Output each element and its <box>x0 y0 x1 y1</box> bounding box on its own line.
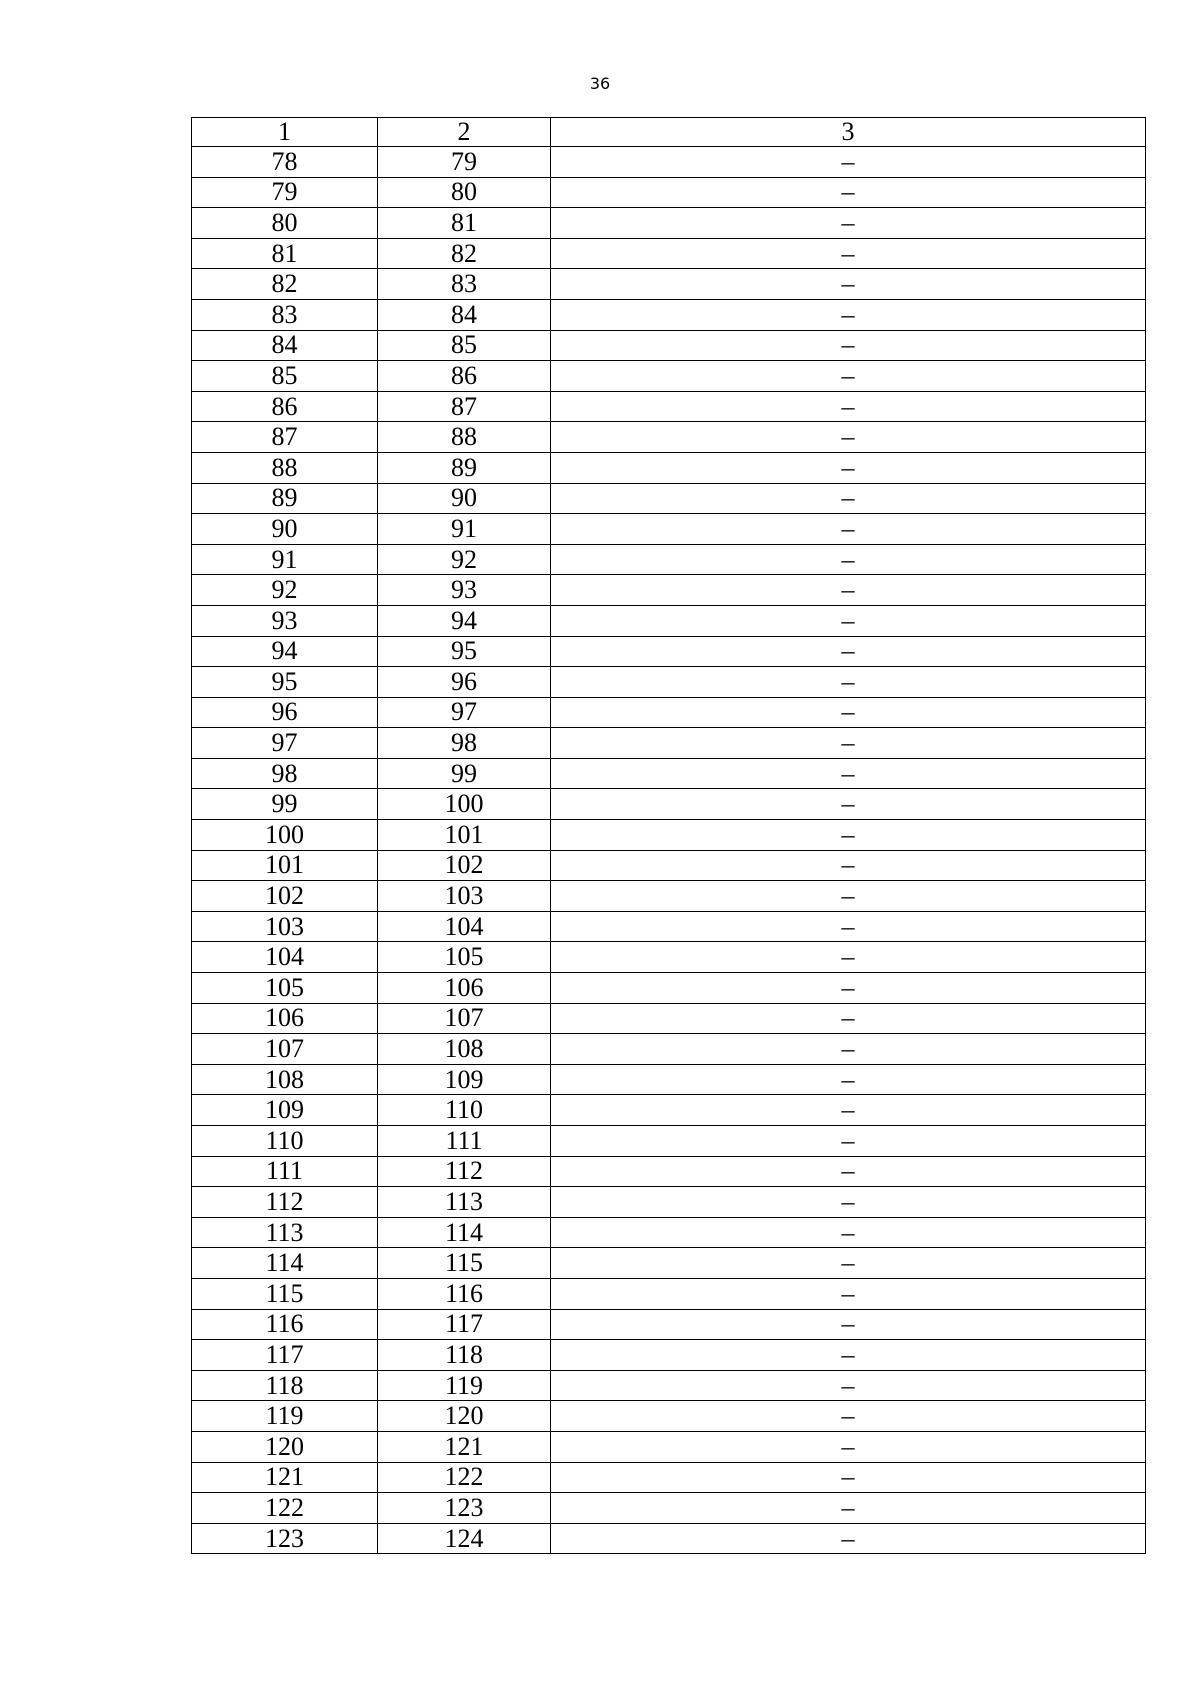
column-header-3: 3 <box>551 118 1146 147</box>
table-row <box>192 361 1146 392</box>
table-cell-col1: 114 <box>192 1248 378 1279</box>
table-row <box>192 147 1146 178</box>
table-row <box>192 1493 1146 1524</box>
table-cell-col3: – <box>551 1156 1146 1187</box>
table-cell-col2: 90 <box>378 483 551 514</box>
table-cell-col3: – <box>551 1126 1146 1157</box>
table-cell-col2: 105 <box>378 942 551 973</box>
table-row <box>192 1370 1146 1401</box>
table-cell-col2: 86 <box>378 361 551 392</box>
table-cell-col3: – <box>551 1217 1146 1248</box>
table-cell-col1: 103 <box>192 911 378 942</box>
table-cell-col2: 119 <box>378 1370 551 1401</box>
table-row <box>192 452 1146 483</box>
table-cell-col1: 80 <box>192 208 378 239</box>
table-cell-col1: 109 <box>192 1095 378 1126</box>
table-cell-col3: – <box>551 1003 1146 1034</box>
table-cell-col1: 95 <box>192 667 378 698</box>
table-cell-col3: – <box>551 667 1146 698</box>
table-cell-col1: 83 <box>192 299 378 330</box>
table-cell-col2: 84 <box>378 299 551 330</box>
table-cell-col2: 83 <box>378 269 551 300</box>
table-cell-col3: – <box>551 1493 1146 1524</box>
table-row <box>192 1309 1146 1340</box>
table-row <box>192 942 1146 973</box>
table-cell-col1: 110 <box>192 1126 378 1157</box>
table-cell-col1: 85 <box>192 361 378 392</box>
table-cell-col2: 85 <box>378 330 551 361</box>
table-cell-col3: – <box>551 1095 1146 1126</box>
table-row <box>192 1431 1146 1462</box>
table-cell-col2: 102 <box>378 850 551 881</box>
table-cell-col1: 81 <box>192 238 378 269</box>
table-cell-col3: – <box>551 452 1146 483</box>
table-row <box>192 758 1146 789</box>
table-cell-col3: – <box>551 1278 1146 1309</box>
table-cell-col2: 80 <box>378 177 551 208</box>
table-cell-col1: 78 <box>192 147 378 178</box>
table-row <box>192 299 1146 330</box>
table-cell-col2: 116 <box>378 1278 551 1309</box>
table-header-row <box>192 118 1146 147</box>
table-row <box>192 1095 1146 1126</box>
table-cell-col1: 123 <box>192 1523 378 1554</box>
table-row <box>192 636 1146 667</box>
table-cell-col2: 104 <box>378 911 551 942</box>
table-row <box>192 483 1146 514</box>
table-cell-col3: – <box>551 728 1146 759</box>
table-cell-col3: – <box>551 544 1146 575</box>
table-cell-col2: 91 <box>378 514 551 545</box>
table-cell-col3: – <box>551 147 1146 178</box>
column-header-1: 1 <box>192 118 378 147</box>
table-row <box>192 422 1146 453</box>
table-cell-col2: 101 <box>378 820 551 851</box>
table-cell-col1: 113 <box>192 1217 378 1248</box>
table-cell-col1: 98 <box>192 758 378 789</box>
table-cell-col2: 112 <box>378 1156 551 1187</box>
table-cell-col2: 108 <box>378 1034 551 1065</box>
table-cell-col1: 108 <box>192 1064 378 1095</box>
table-cell-col3: – <box>551 391 1146 422</box>
table-row <box>192 1064 1146 1095</box>
table-cell-col2: 99 <box>378 758 551 789</box>
table-row <box>192 575 1146 606</box>
column-header-2: 2 <box>378 118 551 147</box>
table-row <box>192 208 1146 239</box>
table-cell-col2: 97 <box>378 697 551 728</box>
table-cell-col1: 82 <box>192 269 378 300</box>
table-cell-col1: 119 <box>192 1401 378 1432</box>
table-cell-col2: 96 <box>378 667 551 698</box>
table-row <box>192 1401 1146 1432</box>
table-row <box>192 1156 1146 1187</box>
table-cell-col3: – <box>551 697 1146 728</box>
table-cell-col2: 93 <box>378 575 551 606</box>
table-row <box>192 911 1146 942</box>
page-number: 36 <box>589 74 611 93</box>
table-cell-col2: 89 <box>378 452 551 483</box>
table-cell-col3: – <box>551 238 1146 269</box>
table-cell-col3: – <box>551 1462 1146 1493</box>
table-cell-col1: 101 <box>192 850 378 881</box>
table-cell-col2: 117 <box>378 1309 551 1340</box>
table-cell-col1: 111 <box>192 1156 378 1187</box>
table-cell-col2: 110 <box>378 1095 551 1126</box>
table-row <box>192 728 1146 759</box>
table-cell-col2: 106 <box>378 973 551 1004</box>
table-cell-col2: 122 <box>378 1462 551 1493</box>
table-row <box>192 391 1146 422</box>
table-cell-col3: – <box>551 1370 1146 1401</box>
table-cell-col2: 120 <box>378 1401 551 1432</box>
table-cell-col3: – <box>551 1187 1146 1218</box>
table-cell-col2: 92 <box>378 544 551 575</box>
table-cell-col1: 118 <box>192 1370 378 1401</box>
table-row <box>192 544 1146 575</box>
table-cell-col3: – <box>551 1401 1146 1432</box>
table-cell-col3: – <box>551 1064 1146 1095</box>
table-row <box>192 850 1146 881</box>
table-cell-col3: – <box>551 483 1146 514</box>
table-cell-col2: 107 <box>378 1003 551 1034</box>
table-row <box>192 1523 1146 1554</box>
table-row <box>192 789 1146 820</box>
table-cell-col1: 122 <box>192 1493 378 1524</box>
table-cell-col1: 90 <box>192 514 378 545</box>
table-cell-col3: – <box>551 1523 1146 1554</box>
table-cell-col1: 93 <box>192 605 378 636</box>
table-cell-col1: 97 <box>192 728 378 759</box>
table-row <box>192 514 1146 545</box>
table-cell-col3: – <box>551 422 1146 453</box>
table-cell-col3: – <box>551 208 1146 239</box>
table-cell-col1: 121 <box>192 1462 378 1493</box>
table-cell-col2: 95 <box>378 636 551 667</box>
table-cell-col3: – <box>551 1034 1146 1065</box>
table-cell-col3: – <box>551 330 1146 361</box>
table-row <box>192 1462 1146 1493</box>
table-cell-col1: 91 <box>192 544 378 575</box>
table-cell-col3: – <box>551 514 1146 545</box>
table-cell-col1: 112 <box>192 1187 378 1218</box>
table-cell-col1: 88 <box>192 452 378 483</box>
table-cell-col3: – <box>551 911 1146 942</box>
table-cell-col3: – <box>551 850 1146 881</box>
table-row <box>192 1278 1146 1309</box>
table-cell-col3: – <box>551 1248 1146 1279</box>
table-row <box>192 605 1146 636</box>
table-cell-col3: – <box>551 820 1146 851</box>
table-cell-col3: – <box>551 636 1146 667</box>
table-cell-col2: 94 <box>378 605 551 636</box>
table-cell-col3: – <box>551 575 1146 606</box>
table-cell-col2: 100 <box>378 789 551 820</box>
table-row <box>192 1003 1146 1034</box>
table-cell-col1: 115 <box>192 1278 378 1309</box>
table-cell-col1: 106 <box>192 1003 378 1034</box>
table-cell-col3: – <box>551 973 1146 1004</box>
table-cell-col2: 109 <box>378 1064 551 1095</box>
table-cell-col2: 79 <box>378 147 551 178</box>
table-row <box>192 238 1146 269</box>
table-cell-col3: – <box>551 1309 1146 1340</box>
table-cell-col2: 81 <box>378 208 551 239</box>
table-cell-col2: 123 <box>378 1493 551 1524</box>
table-cell-col2: 121 <box>378 1431 551 1462</box>
table-cell-col1: 96 <box>192 697 378 728</box>
table-cell-col1: 116 <box>192 1309 378 1340</box>
table-row <box>192 177 1146 208</box>
table-row <box>192 667 1146 698</box>
data-table <box>191 117 1146 1554</box>
table-cell-col2: 115 <box>378 1248 551 1279</box>
table-cell-col2: 113 <box>378 1187 551 1218</box>
table-row <box>192 1340 1146 1371</box>
table-cell-col1: 86 <box>192 391 378 422</box>
table-cell-col3: – <box>551 789 1146 820</box>
table-cell-col1: 104 <box>192 942 378 973</box>
table-row <box>192 1034 1146 1065</box>
table-cell-col3: – <box>551 881 1146 912</box>
table-cell-col2: 118 <box>378 1340 551 1371</box>
table-cell-col1: 89 <box>192 483 378 514</box>
table-cell-col3: – <box>551 177 1146 208</box>
table-cell-col3: – <box>551 361 1146 392</box>
table-cell-col2: 103 <box>378 881 551 912</box>
table-row <box>192 697 1146 728</box>
table-cell-col3: – <box>551 299 1146 330</box>
table-row <box>192 1126 1146 1157</box>
table-cell-col1: 99 <box>192 789 378 820</box>
table-cell-col3: – <box>551 758 1146 789</box>
table-cell-col2: 98 <box>378 728 551 759</box>
table-cell-col3: – <box>551 1340 1146 1371</box>
table-cell-col1: 105 <box>192 973 378 1004</box>
table-cell-col2: 87 <box>378 391 551 422</box>
table-cell-col1: 100 <box>192 820 378 851</box>
table-row <box>192 1187 1146 1218</box>
table-cell-col3: – <box>551 1431 1146 1462</box>
table-row <box>192 973 1146 1004</box>
table-cell-col2: 82 <box>378 238 551 269</box>
table-cell-col2: 114 <box>378 1217 551 1248</box>
table-cell-col3: – <box>551 605 1146 636</box>
table-cell-col1: 87 <box>192 422 378 453</box>
table-row <box>192 881 1146 912</box>
table-cell-col1: 120 <box>192 1431 378 1462</box>
table-row <box>192 1248 1146 1279</box>
table-cell-col2: 124 <box>378 1523 551 1554</box>
table-row <box>192 330 1146 361</box>
table-cell-col1: 79 <box>192 177 378 208</box>
table-cell-col1: 84 <box>192 330 378 361</box>
table-cell-col2: 111 <box>378 1126 551 1157</box>
table-row <box>192 269 1146 300</box>
table-cell-col2: 88 <box>378 422 551 453</box>
table-cell-col3: – <box>551 269 1146 300</box>
table-row <box>192 1217 1146 1248</box>
table-cell-col1: 94 <box>192 636 378 667</box>
table-cell-col1: 102 <box>192 881 378 912</box>
table-body <box>192 118 1146 1554</box>
table-cell-col3: – <box>551 942 1146 973</box>
table-cell-col1: 107 <box>192 1034 378 1065</box>
table-row <box>192 820 1146 851</box>
table-cell-col1: 92 <box>192 575 378 606</box>
table-cell-col1: 117 <box>192 1340 378 1371</box>
